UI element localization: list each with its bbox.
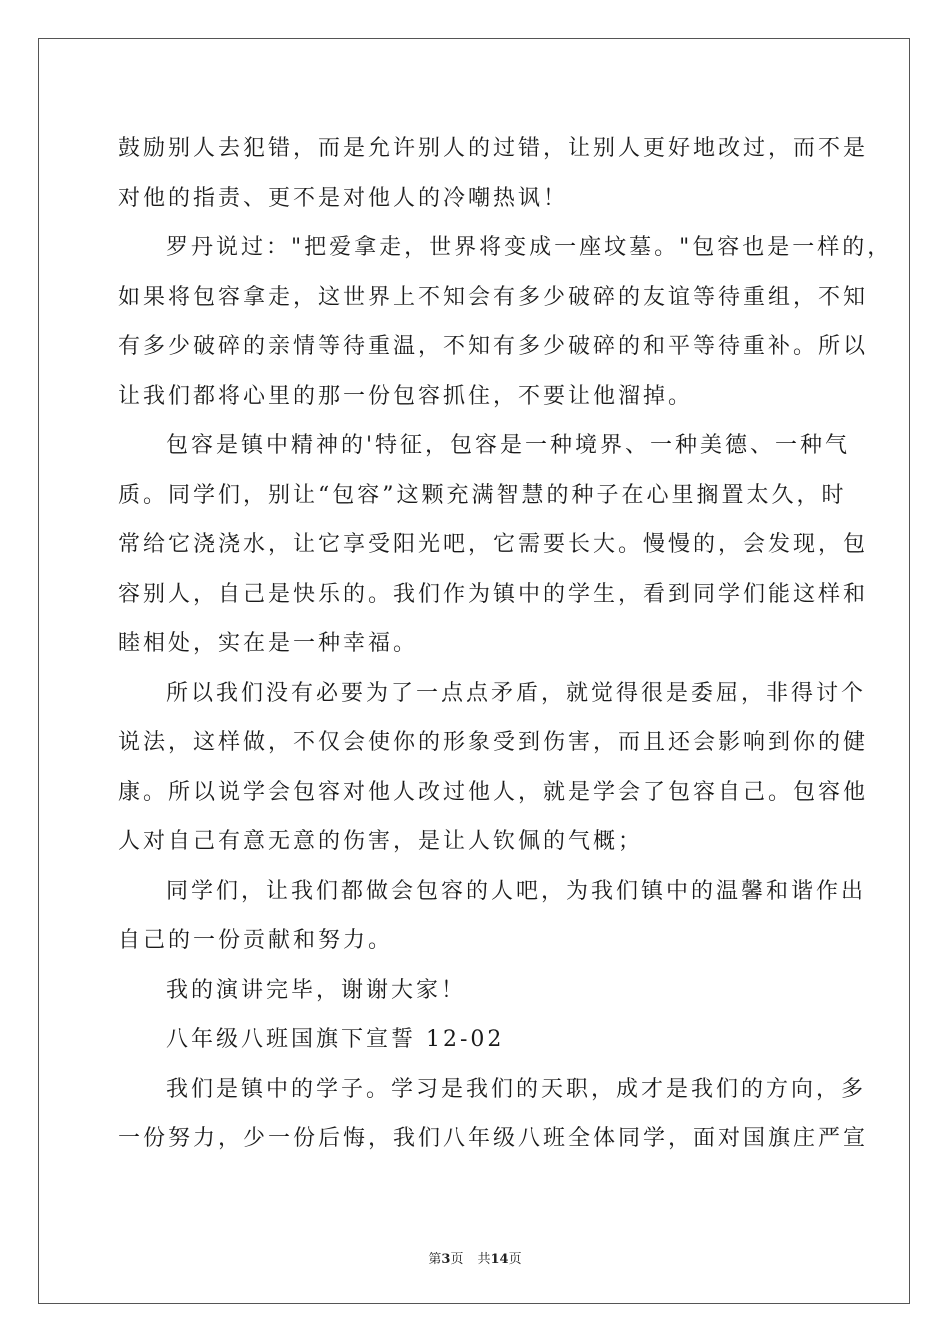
text-line: 质。同学们，别让“包容”这颗充满智慧的种子在心里搁置太久，时 <box>118 482 847 508</box>
page-footer <box>0 1248 950 1267</box>
paragraph-start-line: 我的演讲完毕，谢谢大家！ <box>166 977 467 1003</box>
page-prefix: 第 <box>428 1252 442 1267</box>
text-line: 鼓励别人去犯错，而是允许别人的过错，让别人更好地改过，而不是 <box>118 136 869 161</box>
total-page-number: 14 <box>490 1252 509 1267</box>
text-line: 人对自己有意无意的伤害，是让人钦佩的气概； <box>118 829 644 854</box>
current-page-number: 3 <box>441 1252 451 1267</box>
total-suffix: 页 <box>508 1252 522 1267</box>
text-line: 睦相处，实在是一种幸福。 <box>118 631 419 656</box>
paragraph-start-line: 同学们，让我们都做会包容的人吧，为我们镇中的温馨和谐作出 <box>166 878 867 904</box>
text-line: 康。所以说学会包容对他人改过他人，就是学会了包容自己。包容他 <box>118 779 869 805</box>
text-line: 如果将包容拿走，这世界上不知会有多少破碎的友谊等待重组，不知 <box>118 284 869 310</box>
text-line: 说法，这样做，不仅会使你的形象受到伤害，而且还会影响到你的健 <box>118 730 869 755</box>
section-heading: 八年级八班国旗下宣誓 12-02 <box>166 1027 505 1052</box>
page-suffix: 页 <box>450 1252 464 1267</box>
text-line: 一份努力，少一份后悔，我们八年级八班全体同学，面对国旗庄严宣 <box>118 1126 869 1151</box>
total-prefix: 共 <box>477 1252 491 1267</box>
text-line: 让我们都将心里的那一份包容抓住，不要让他溜掉。 <box>118 383 694 409</box>
document-body <box>118 124 893 1164</box>
paragraph-start-line: 包容是镇中精神的'特征，包容是一种境界、一种美德、一种气 <box>166 433 851 458</box>
paragraph-start-line: 我们是镇中的学子。学习是我们的天职，成才是我们的方向，多 <box>166 1076 867 1102</box>
text-line: 有多少破碎的亲情等待重温，不知有多少破碎的和平等待重补。所以 <box>118 334 869 359</box>
text-line: 容别人，自己是快乐的。我们作为镇中的学生，看到同学们能这样和 <box>118 581 869 607</box>
text-line: 常给它浇浇水，让它享受阳光吧，它需要长大。慢慢的，会发现，包 <box>118 532 869 557</box>
text-line: 自己的一份贡献和努力。 <box>118 928 394 953</box>
paragraph-start-line: 罗丹说过："把爱拿走，世界将变成一座坟墓。"包容也是一样的， <box>166 235 893 260</box>
paragraph-start-line: 所以我们没有必要为了一点点矛盾，就觉得很是委屈，非得讨个 <box>166 680 867 706</box>
text-line: 对他的指责、更不是对他人的冷嘲热讽！ <box>118 185 569 211</box>
